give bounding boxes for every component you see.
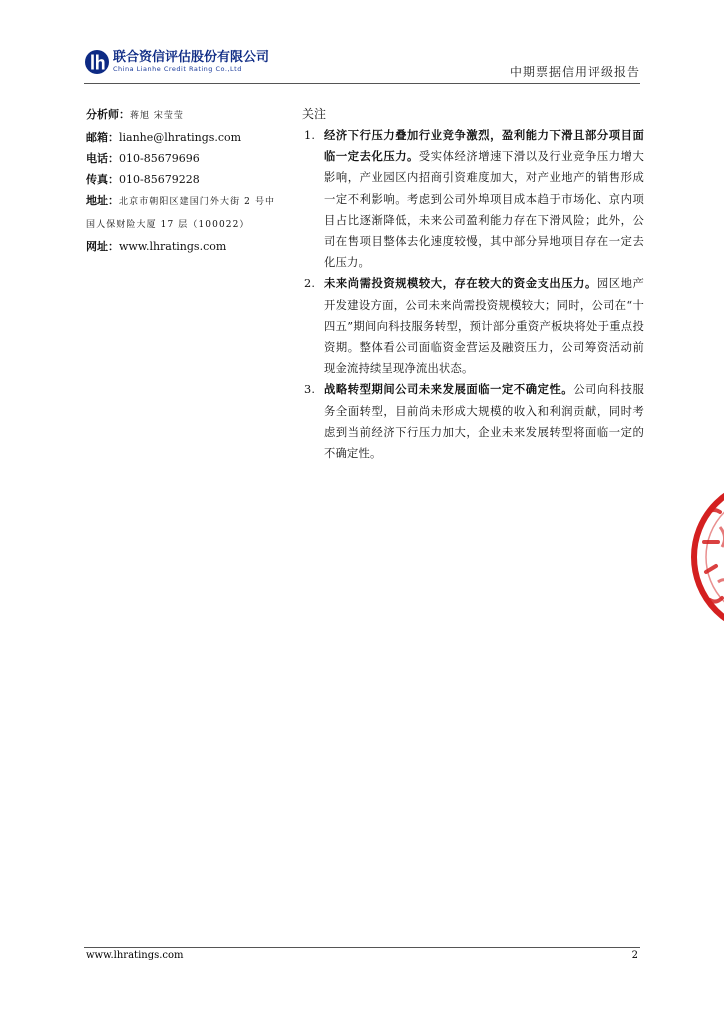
page-number: 2 [631,950,638,961]
report-type: 中期票据信用评级报告 [509,65,640,79]
analyst-row [86,104,296,127]
fax-row [86,169,296,190]
concern-number: 3. [304,383,316,397]
concern-body: 公司向科技服务全面转型，目前尚未形成大规模的收入和利润贡献，同时考虑到当前经济下行压力加大，企业未来发展转型将面临一定的不确定性。 [324,383,645,461]
concern-heading: 战略转型期间公司未来发展面临一定不确定性。 [324,383,574,397]
website-label: 网址： [86,240,119,253]
concerns-title: 关注 [302,107,327,121]
concerns-section [302,104,644,464]
email-row [86,127,296,148]
company-name-en: China Lianhe Credit Rating Co.,Ltd [113,65,242,74]
email-label: 邮箱： [86,131,119,144]
address-line2: 国人保财险大厦 17 层（100022） [86,220,250,230]
email-value[interactable]: lianhe@lhratings.com [119,131,242,144]
concern-number: 1. [304,129,316,142]
concern-heading: 经济下行压力叠加行业竞争激烈，盈利能力下滑且部分项目面临一定去化压力。 [324,129,644,164]
company-seal-stamp [690,472,724,642]
concern-item [302,379,644,464]
page-header [84,44,640,84]
fax-value: 010-85679228 [119,173,200,186]
contact-info [86,104,296,257]
company-name-cn: 联合资信评估股份有限公司 [113,50,270,66]
address-label: 地址： [86,194,119,207]
website-value[interactable]: www.lhratings.com [119,240,227,253]
analyst-value: 蒋旭 宋莹莹 [130,111,184,121]
concern-body: 受实体经济增速下滑以及行业竞争压力增大影响，产业园区内招商引资难度加大，对产业地产的销售形成一定不利影响。考虑到公司外埠项目成本趋于市场化、京内项目占比逐渐降低，未来公司盈利能力存在下滑风险；此外，公司在售项目整体去化速度较慢，其中部分异地项目存在一定去化压力。 [324,150,644,270]
concern-item [302,273,644,379]
header-divider [84,83,640,84]
website-row [86,236,296,257]
concern-body: 园区地产开发建设方面，公司未来尚需投资规模较大；同时，公司在“十四五”期间向科技服务转型，预计部分重资产板块将处于重点投资期。整体看公司面临资金营运及融资压力，公司筹资活动前现金流持续呈现净流出状态。 [324,277,644,376]
concern-number: 2. [304,277,316,291]
address-row [86,190,296,236]
concern-heading: 未来尚需投资规模较大，存在较大的资金支出压力。 [324,277,597,291]
address-line1: 北京市朝阳区建国门外大街 2 号中 [119,197,276,207]
concerns-list [302,125,644,464]
footer-divider [84,947,640,948]
lh-logo-icon [84,49,110,75]
phone-label: 电话： [86,152,119,165]
fax-label: 传真： [86,173,119,186]
concern-item [302,125,644,273]
footer-url[interactable]: www.lhratings.com [86,950,184,961]
company-logo [84,49,269,75]
phone-row [86,148,296,169]
analyst-label: 分析师： [86,108,130,121]
phone-value: 010-85679696 [119,152,200,165]
